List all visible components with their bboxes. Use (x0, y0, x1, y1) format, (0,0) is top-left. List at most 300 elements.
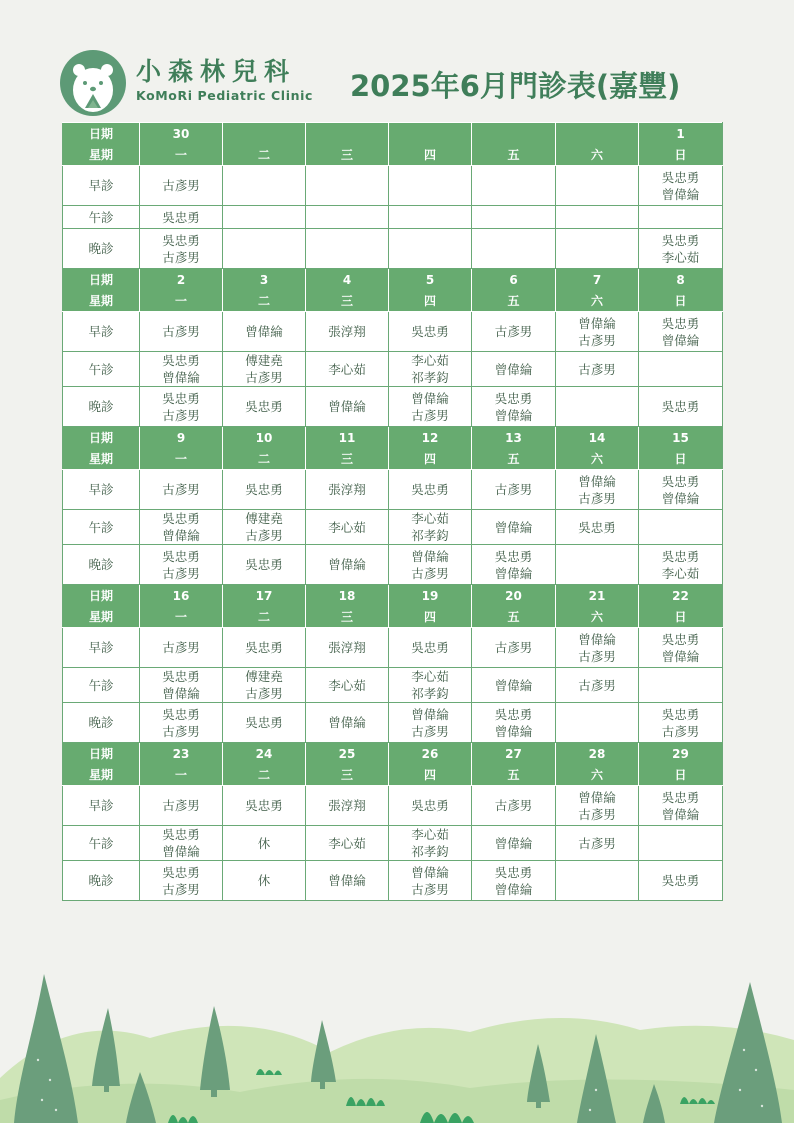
doctor-name: 曾偉綸 (494, 519, 533, 535)
schedule-cell (140, 545, 223, 585)
schedule-cell (556, 312, 639, 352)
schedule-cell (639, 206, 723, 229)
schedule-cell (472, 628, 556, 668)
session-row (63, 166, 723, 206)
doctor-name: 古彥男 (162, 324, 200, 339)
schedule-cell (556, 387, 639, 427)
schedule-cell (306, 826, 389, 861)
schedule-cell (306, 510, 389, 545)
weekday-cell: 日 (639, 448, 723, 470)
session-row (63, 229, 723, 269)
doctor-name: 古彥男 (578, 361, 616, 377)
session-label: 晚診 (63, 545, 140, 585)
schedule-cell (472, 786, 556, 826)
doctor-name: 吳忠勇 (411, 482, 449, 497)
session-row (63, 206, 723, 229)
doctor-name: 祁孝鈞 (411, 528, 449, 543)
weekday-cell: 三 (306, 144, 389, 166)
doctor-name: 李心茹 (411, 669, 449, 684)
schedule-cell (140, 387, 223, 427)
date-cell: 2 (140, 269, 223, 291)
session-label: 午診 (63, 668, 140, 703)
schedule-cell (472, 545, 556, 585)
schedule-cell (472, 470, 556, 510)
schedule-cell (223, 206, 306, 229)
session-row (63, 352, 723, 387)
doctor-name: 古彥男 (162, 798, 200, 813)
schedule-cell (306, 668, 389, 703)
schedule-cell (389, 229, 472, 269)
schedule-cell (306, 861, 389, 901)
doctor-name: 吳忠勇 (162, 353, 200, 368)
schedule-cell (472, 166, 556, 206)
doctor-name: 古彥男 (162, 407, 200, 423)
schedule-cell (223, 166, 306, 206)
session-label: 早診 (63, 786, 140, 826)
schedule-cell (223, 470, 306, 510)
schedule-cell (140, 352, 223, 387)
doctor-name: 吳忠勇 (162, 548, 200, 564)
session-label: 晚診 (63, 861, 140, 901)
schedule-cell (639, 628, 723, 668)
session-row (63, 628, 723, 668)
doctor-name: 古彥男 (162, 881, 200, 897)
page-header (0, 0, 794, 118)
schedule-cell (140, 826, 223, 861)
doctor-name: 吳忠勇 (245, 399, 283, 414)
schedule-cell (556, 352, 639, 387)
schedule-cell (223, 387, 306, 427)
doctor-name: 曾偉綸 (328, 399, 366, 414)
date-row (63, 269, 723, 291)
doctor-name: 曾偉綸 (411, 864, 449, 880)
schedule-cell (223, 545, 306, 585)
date-cell: 28 (556, 743, 639, 765)
session-row (63, 826, 723, 861)
date-cell: 5 (389, 269, 472, 291)
session-label: 晚診 (63, 703, 140, 743)
schedule-cell (389, 387, 472, 427)
doctor-name: 祁孝鈞 (411, 370, 449, 385)
schedule-cell (639, 312, 723, 352)
forest-scenery (0, 960, 794, 1123)
doctor-name: 休 (257, 873, 271, 888)
doctor-name: 吳忠勇 (245, 640, 283, 655)
doctor-name: 古彥男 (494, 798, 533, 813)
doctor-name: 古彥男 (162, 249, 200, 265)
doctor-name: 曾偉綸 (411, 390, 449, 406)
doctor-name: 古彥男 (578, 332, 616, 348)
schedule-cell (389, 166, 472, 206)
weekday-cell: 四 (389, 606, 472, 628)
doctor-name: 吳忠勇 (162, 232, 200, 248)
weekday-row (63, 764, 723, 786)
doctor-name: 李心茹 (411, 827, 449, 842)
doctor-name: 吳忠勇 (162, 864, 200, 880)
weekday-cell: 六 (556, 290, 639, 312)
date-cell (223, 123, 306, 145)
schedule-cell (472, 510, 556, 545)
schedule-cell (389, 668, 472, 703)
doctor-name: 曾偉綸 (578, 315, 616, 331)
weekday-row (63, 606, 723, 628)
weekday-row (63, 448, 723, 470)
doctor-name: 古彥男 (162, 482, 200, 497)
schedule-cell (556, 545, 639, 585)
doctor-name: 古彥男 (661, 723, 700, 739)
schedule-cell (223, 510, 306, 545)
schedule-cell (223, 229, 306, 269)
schedule-cell (639, 545, 723, 585)
date-cell: 22 (639, 585, 723, 607)
date-cell (306, 123, 389, 145)
date-cell: 25 (306, 743, 389, 765)
schedule-cell (389, 861, 472, 901)
doctor-name: 吳忠勇 (661, 315, 700, 331)
schedule-cell (306, 545, 389, 585)
date-cell: 12 (389, 427, 472, 449)
doctor-name: 吳忠勇 (162, 511, 200, 526)
date-label: 日期 (63, 743, 140, 765)
doctor-name: 吳忠勇 (661, 873, 700, 888)
doctor-name: 吳忠勇 (245, 715, 283, 730)
schedule-cell (140, 510, 223, 545)
doctor-name: 吳忠勇 (661, 706, 700, 722)
schedule-cell (556, 470, 639, 510)
doctor-name: 吳忠勇 (162, 209, 200, 225)
doctor-name: 曾偉綸 (162, 844, 200, 859)
doctor-name: 曾偉綸 (328, 873, 366, 888)
date-cell: 18 (306, 585, 389, 607)
schedule-cell (223, 312, 306, 352)
clinic-name: 小森林兒科 (136, 57, 297, 86)
date-cell: 10 (223, 427, 306, 449)
weekday-cell: 一 (140, 606, 223, 628)
doctor-name: 李心茹 (328, 677, 366, 693)
date-cell: 8 (639, 269, 723, 291)
doctor-name: 曾偉綸 (494, 835, 533, 851)
doctor-name: 曾偉綸 (661, 490, 700, 506)
doctor-name: 古彥男 (411, 407, 449, 423)
doctor-name: 古彥男 (162, 640, 200, 655)
doctor-name: 吳忠勇 (245, 798, 283, 813)
schedule-cell (389, 352, 472, 387)
schedule-cell (140, 312, 223, 352)
doctor-name: 吳忠勇 (411, 640, 449, 655)
schedule-cell (556, 510, 639, 545)
doctor-name: 古彥男 (578, 677, 616, 693)
weekday-cell: 日 (639, 290, 723, 312)
date-label: 日期 (63, 269, 140, 291)
date-cell: 14 (556, 427, 639, 449)
schedule-cell (140, 628, 223, 668)
weekday-cell: 三 (306, 290, 389, 312)
schedule-cell (639, 861, 723, 901)
session-row (63, 703, 723, 743)
schedule-cell (140, 703, 223, 743)
doctor-name: 曾偉綸 (661, 648, 700, 664)
weekday-label: 星期 (63, 606, 140, 628)
doctor-name: 吳忠勇 (411, 798, 449, 813)
date-cell (556, 123, 639, 145)
doctor-name: 吳忠勇 (661, 473, 700, 489)
doctor-name: 古彥男 (162, 565, 200, 581)
weekday-cell: 四 (389, 290, 472, 312)
date-cell: 29 (639, 743, 723, 765)
weekday-label: 星期 (63, 290, 140, 312)
doctor-name: 古彥男 (494, 324, 533, 339)
doctor-name: 吳忠勇 (411, 324, 449, 339)
session-row (63, 470, 723, 510)
weekday-cell: 日 (639, 144, 723, 166)
doctor-name: 祁孝鈞 (411, 686, 449, 701)
schedule-cell (639, 786, 723, 826)
session-row (63, 668, 723, 703)
doctor-name: 古彥男 (162, 178, 200, 193)
doctor-name: 曾偉綸 (494, 361, 533, 377)
doctor-name: 李心茹 (328, 835, 366, 851)
date-cell: 30 (140, 123, 223, 145)
date-cell: 4 (306, 269, 389, 291)
weekday-cell: 二 (223, 448, 306, 470)
session-label: 早診 (63, 628, 140, 668)
date-cell: 11 (306, 427, 389, 449)
date-cell: 13 (472, 427, 556, 449)
date-cell: 26 (389, 743, 472, 765)
doctor-name: 吳忠勇 (661, 548, 700, 564)
session-label: 早診 (63, 312, 140, 352)
weekday-cell: 六 (556, 606, 639, 628)
doctor-name: 曾偉綸 (661, 186, 700, 202)
schedule-cell (472, 703, 556, 743)
schedule-cell (472, 352, 556, 387)
weekday-cell: 四 (389, 764, 472, 786)
doctor-name: 曾偉綸 (494, 677, 533, 693)
schedule-cell (389, 703, 472, 743)
date-cell: 21 (556, 585, 639, 607)
schedule-table (62, 122, 723, 901)
doctor-name: 古彥男 (411, 723, 449, 739)
doctor-name: 曾偉綸 (162, 528, 200, 543)
schedule-cell (389, 628, 472, 668)
weekday-cell: 二 (223, 764, 306, 786)
doctor-name: 古彥男 (578, 835, 616, 851)
weekday-cell: 五 (472, 144, 556, 166)
weekday-cell: 五 (472, 606, 556, 628)
date-cell: 20 (472, 585, 556, 607)
schedule-cell (140, 861, 223, 901)
weekday-cell: 二 (223, 144, 306, 166)
doctor-name: 曾偉綸 (494, 723, 533, 739)
doctor-name: 傅建堯 (245, 353, 283, 368)
session-row (63, 312, 723, 352)
doctor-name: 古彥男 (494, 640, 533, 655)
schedule-cell (306, 229, 389, 269)
doctor-name: 吳忠勇 (661, 232, 700, 248)
doctor-name: 古彥男 (245, 528, 283, 543)
weekday-cell: 五 (472, 290, 556, 312)
page-title: 2025年6月門診表(嘉豐) (350, 69, 681, 103)
doctor-name: 吳忠勇 (578, 519, 616, 535)
schedule-cell (306, 352, 389, 387)
session-label: 午診 (63, 826, 140, 861)
schedule-cell (639, 229, 723, 269)
schedule-cell (306, 703, 389, 743)
date-label: 日期 (63, 585, 140, 607)
schedule-cell (389, 206, 472, 229)
doctor-name: 曾偉綸 (494, 407, 533, 423)
schedule-cell (306, 312, 389, 352)
date-label: 日期 (63, 123, 140, 145)
schedule-cell (389, 826, 472, 861)
schedule-cell (223, 628, 306, 668)
date-cell (472, 123, 556, 145)
doctor-name: 古彥男 (411, 881, 449, 897)
weekday-cell: 四 (389, 448, 472, 470)
schedule-cell (306, 628, 389, 668)
date-cell: 19 (389, 585, 472, 607)
schedule-cell (140, 206, 223, 229)
schedule-cell (556, 206, 639, 229)
doctor-name: 古彥男 (245, 370, 283, 385)
doctor-name: 曾偉綸 (578, 473, 616, 489)
weekday-row (63, 290, 723, 312)
session-row (63, 545, 723, 585)
doctor-name: 李心茹 (661, 249, 700, 265)
schedule-cell (306, 387, 389, 427)
schedule-cell (556, 166, 639, 206)
schedule-cell (639, 510, 723, 545)
weekday-cell: 二 (223, 606, 306, 628)
clinic-name-en: KoMoRi Pediatric Clinic (136, 88, 313, 103)
date-row (63, 123, 723, 145)
weekday-cell: 六 (556, 764, 639, 786)
doctor-name: 吳忠勇 (494, 548, 533, 564)
schedule-cell (472, 229, 556, 269)
weekday-row (63, 144, 723, 166)
schedule-cell (306, 166, 389, 206)
date-cell: 3 (223, 269, 306, 291)
session-row (63, 786, 723, 826)
doctor-name: 吳忠勇 (494, 864, 533, 880)
doctor-name: 曾偉綸 (328, 715, 366, 730)
doctor-name: 吳忠勇 (245, 482, 283, 497)
doctor-name: 曾偉綸 (578, 789, 616, 805)
schedule-cell (389, 470, 472, 510)
schedule-cell (639, 826, 723, 861)
schedule-cell (223, 668, 306, 703)
doctor-name: 吳忠勇 (661, 169, 700, 185)
date-cell: 15 (639, 427, 723, 449)
doctor-name: 李心茹 (411, 511, 449, 526)
schedule-cell (223, 786, 306, 826)
schedule-cell (306, 206, 389, 229)
schedule-cell (223, 352, 306, 387)
doctor-name: 古彥男 (411, 565, 449, 581)
doctor-name: 吳忠勇 (162, 669, 200, 684)
session-label: 午診 (63, 510, 140, 545)
doctor-name: 古彥男 (578, 648, 616, 664)
weekday-cell: 六 (556, 144, 639, 166)
doctor-name: 張淳翔 (328, 640, 366, 655)
session-label: 早診 (63, 166, 140, 206)
doctor-name: 祁孝鈞 (411, 844, 449, 859)
schedule-cell (639, 668, 723, 703)
date-cell: 17 (223, 585, 306, 607)
bear-icon (60, 50, 126, 116)
schedule-cell (556, 628, 639, 668)
schedule-cell (140, 229, 223, 269)
date-cell: 23 (140, 743, 223, 765)
schedule-cell (639, 470, 723, 510)
doctor-name: 吳忠勇 (494, 390, 533, 406)
doctor-name: 吳忠勇 (162, 706, 200, 722)
date-cell: 6 (472, 269, 556, 291)
doctor-name: 曾偉綸 (494, 881, 533, 897)
session-row (63, 387, 723, 427)
schedule-cell (639, 352, 723, 387)
schedule-cell (389, 786, 472, 826)
schedule-cell (140, 668, 223, 703)
weekday-cell: 一 (140, 290, 223, 312)
schedule-cell (140, 470, 223, 510)
doctor-name: 曾偉綸 (661, 332, 700, 348)
weekday-cell: 六 (556, 448, 639, 470)
doctor-name: 吳忠勇 (661, 789, 700, 805)
weekday-cell: 日 (639, 764, 723, 786)
schedule-cell (556, 703, 639, 743)
doctor-name: 古彥男 (578, 806, 616, 822)
session-label: 晚診 (63, 387, 140, 427)
weekday-label: 星期 (63, 764, 140, 786)
schedule-cell (556, 668, 639, 703)
doctor-name: 曾偉綸 (328, 557, 366, 572)
schedule-cell (472, 861, 556, 901)
weekday-label: 星期 (63, 144, 140, 166)
doctor-name: 吳忠勇 (245, 557, 283, 572)
schedule-cell (472, 387, 556, 427)
weekday-cell: 二 (223, 290, 306, 312)
session-label: 午診 (63, 206, 140, 229)
weekday-cell: 三 (306, 448, 389, 470)
date-cell: 24 (223, 743, 306, 765)
date-row (63, 427, 723, 449)
date-label: 日期 (63, 427, 140, 449)
doctor-name: 曾偉綸 (411, 706, 449, 722)
doctor-name: 古彥男 (494, 482, 533, 497)
weekday-cell: 一 (140, 448, 223, 470)
doctor-name: 曾偉綸 (411, 548, 449, 564)
schedule-cell (639, 387, 723, 427)
date-row (63, 585, 723, 607)
schedule-cell (306, 470, 389, 510)
date-cell: 1 (639, 123, 723, 145)
schedule-cell (472, 206, 556, 229)
weekday-cell: 四 (389, 144, 472, 166)
doctor-name: 傅建堯 (245, 669, 283, 684)
weekday-cell: 一 (140, 144, 223, 166)
schedule-cell (639, 166, 723, 206)
doctor-name: 張淳翔 (328, 482, 366, 497)
doctor-name: 李心茹 (411, 353, 449, 368)
weekday-cell: 三 (306, 764, 389, 786)
doctor-name: 曾偉綸 (661, 806, 700, 822)
doctor-name: 吳忠勇 (162, 827, 200, 842)
weekday-cell: 五 (472, 448, 556, 470)
weekday-cell: 五 (472, 764, 556, 786)
doctor-name: 曾偉綸 (578, 631, 616, 647)
doctor-name: 古彥男 (578, 490, 616, 506)
